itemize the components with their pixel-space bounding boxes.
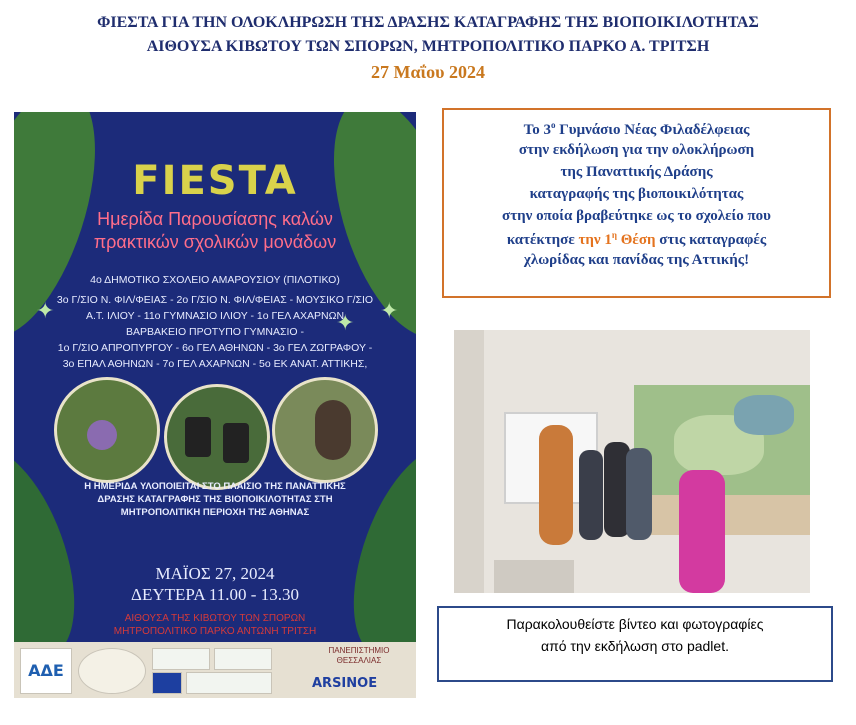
- sparkle-icon: ✦: [36, 298, 55, 323]
- partner-logo: [214, 648, 272, 670]
- padlet-line: Παρακολουθείστε βίντεο και φωτογραφίες: [506, 616, 764, 632]
- info-superscript: η: [611, 230, 618, 240]
- info-text: Γυμνάσιο Νέας Φιλαδέλφειας: [555, 122, 750, 138]
- person: [539, 425, 573, 545]
- poster-school-line: 3ο ΕΠΑΛ ΑΘΗΝΩΝ - 7ο ΓΕΛ ΑΧΑΡΝΩΝ - 5ο ΕΚ ΑΝΑΤ. ΑΤΤΙΚΗΣ,: [62, 358, 368, 370]
- info-line: [444, 230, 829, 249]
- park-logo: [78, 648, 146, 694]
- poster-photo: [164, 384, 270, 490]
- poster-school-line: 3ο Γ/ΣΙΟ Ν. ΦΙΛ/ΦΕΙΑΣ - 2ο Γ/ΣΙΟ Ν. ΦΙΛ/ΦΕΙΑΣ - ΜΟΥΣΙΚΟ Γ/ΣΙΟ: [56, 294, 374, 306]
- poster-venue: [14, 612, 416, 638]
- event-photo: [454, 330, 810, 593]
- person: [626, 448, 652, 540]
- info-text: Το 3: [523, 122, 551, 138]
- poster-photo: [54, 377, 160, 483]
- info-line: της Πανατtικής Δράσης: [560, 164, 713, 180]
- header-title: ΦΙΕΣΤΑ ΓΙΑ ΤΗΝ ΟΛΟΚΛΗΡΩΣΗ ΤΗΣ ΔΡΑΣΗΣ ΚΑΤΑΓΡΑΦΗΣ ΤΗΣ ΒΙΟΠΟΙΚΙΛΟΤΗΤΑΣ: [97, 14, 759, 31]
- poster-school-line: 4ο ΔΗΜΟΤΙΚΟ ΣΧΟΛΕΙΟ ΑΜΑΡΟΥΣΙΟΥ (ΠΙΛΟΤΙΚΟ): [90, 274, 340, 286]
- poster-venue-line: ΑΙΘΟΥΣΑ ΤΗΣ ΚΙΒΩΤΟΥ ΤΩΝ ΣΠΟΡΩΝ: [124, 613, 306, 624]
- info-highlight: την 1: [578, 232, 612, 248]
- info-line: καταγραφής της βιοποικιλότητας: [529, 186, 744, 202]
- eu-flag-logo: [152, 672, 182, 694]
- poster-footer-line: Η ΗΜΕΡΙΔΑ ΥΛΟΠΟΙΕΙΤΑΙ ΣΤΟ ΠΛΑΙΣΙΟ ΤΗΣ ΠΑΝΑΤΤΙΚΗΣ: [84, 481, 346, 492]
- info-line: στην οποία βραβεύτηκε ως το σχολείο που: [502, 208, 771, 224]
- person: [679, 470, 725, 593]
- poster-footer-text: [14, 480, 416, 519]
- university-thessaly-logo: ΠΑΝΕΠΙΣΤΗΜΙΟ ΘΕΣΣΑΛΙΑΣ: [328, 646, 390, 665]
- info-line: στην εκδήλωση για την ολοκλήρωση: [518, 142, 755, 158]
- poster-school-line: 1ο Γ/ΣΙΟ ΑΠΡΟΠΥΡΓΟΥ - 6ο ΓΕΛ ΑΘΗΝΩΝ - 3ο ΓΕΛ ΖΩΓΡΑΦΟΥ -: [57, 342, 373, 354]
- sparkle-icon: ✦: [380, 298, 399, 323]
- poster-time: ΔΕΥΤΕΡΑ 11.00 - 13.30: [131, 585, 299, 604]
- info-superscript: ο: [550, 120, 556, 130]
- info-line: [444, 120, 829, 139]
- poster-school-line: Α.Τ. ΙΛΙΟΥ - 11ο ΓΥΜΝΑΣΙΟ ΙΛΙΟΥ - 1ο ΓΕΛ ΑΧΑΡΝΩΝ: [85, 310, 345, 322]
- poster-footer-line: ΜΗΤΡΟΠΟΛΙΤΙΚΗ ΠΕΡΙΟΧΗ ΤΗΣ ΑΘΗΝΑΣ: [120, 507, 310, 518]
- exhibit-table: [644, 495, 810, 535]
- arsinoe-logo: ARSINOE: [312, 676, 378, 691]
- funding-logo: [186, 672, 272, 694]
- poster-school-line: ΒΑΡΒΑΚΕΙΟ ΠΡΟΤΥΠΟ ΓΥΜΝΑΣΙΟ -: [126, 326, 304, 338]
- info-box: [442, 108, 831, 298]
- poster-date: ΜΑΪΟΣ 27, 2024: [155, 564, 275, 583]
- poster-title: FIESTA: [132, 158, 298, 204]
- ade-logo: ΑΔΕ: [20, 648, 72, 694]
- poster-subtitle: Ημερίδα Παρουσίασης καλών πρακτικών σχολικών μονάδων: [93, 209, 337, 252]
- event-poster: [14, 112, 416, 698]
- padlet-line: από την εκδήλωση στο padlet.: [540, 638, 729, 654]
- sparkle-icon: ✦: [336, 310, 355, 335]
- header-date: 27 Μαΐου 2024: [371, 62, 485, 82]
- header-venue: ΑΙΘΟΥΣΑ ΚΙΒΩΤΟΥ ΤΩΝ ΣΠΟΡΩΝ, ΜΗΤΡΟΠΟΛΙΤΙΚΟ ΠΑΡΚΟ Α. ΤΡΙΤΣΗ: [146, 38, 710, 55]
- padlet-box: [437, 606, 833, 682]
- poster-venue-line: ΜΗΤΡΟΠΟΛΙΤΙΚΟ ΠΑΡΚΟ ΑΝΤΩΝΗ ΤΡΙΤΣΗ: [113, 626, 317, 637]
- poster-photo: [272, 377, 378, 483]
- person: [579, 450, 603, 540]
- info-highlight: Θέση: [617, 232, 656, 248]
- info-text: κατέκτησε: [506, 232, 579, 248]
- logo-strip: [14, 642, 416, 698]
- poster-footer-line: ΔΡΑΣΗΣ ΚΑΤΑΓΡΑΦΗΣ ΤΗΣ ΒΙΟΠΟΙΚΙΛΟΤΗΤΑΣ ΣΤΗ: [97, 494, 333, 505]
- partner-logo: [152, 648, 210, 670]
- info-line: χλωρίδας και πανίδας της Αττικής!: [523, 252, 750, 268]
- info-text: στις καταγραφές: [655, 232, 767, 248]
- projector-table: [494, 560, 574, 593]
